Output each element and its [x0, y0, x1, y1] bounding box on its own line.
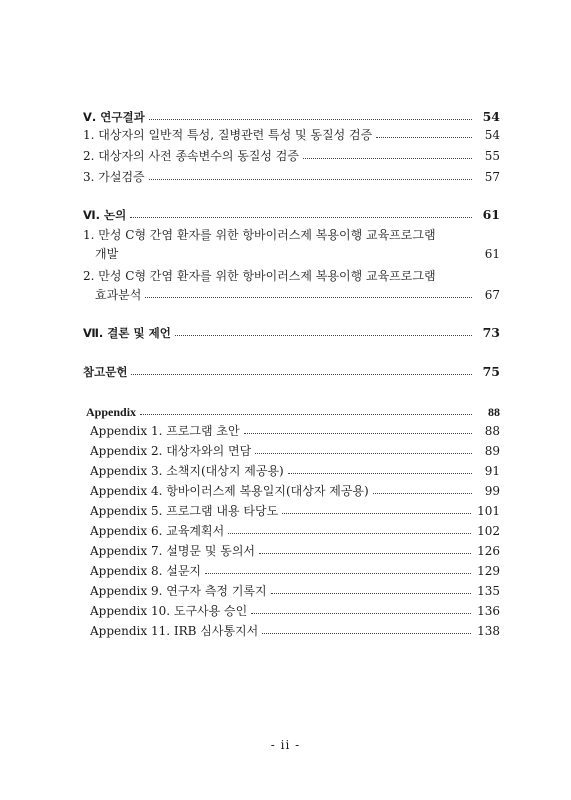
toc-entry-label: 효과분석	[95, 288, 142, 302]
dot-leader	[205, 573, 471, 574]
toc-entry-page: 54	[484, 128, 500, 142]
toc-entry-label: Appendix 4. 항바이러스제 복용일지(대상자 제공용)	[90, 484, 369, 498]
toc-entry-label: Appendix	[86, 405, 137, 419]
toc-entry-page: 102	[477, 524, 500, 538]
toc-entry-page: 129	[477, 564, 500, 578]
toc-entry-page: 75	[482, 364, 500, 379]
toc-entry-results-1[interactable]	[83, 124, 500, 142]
toc-entry-appendix-3[interactable]	[90, 460, 500, 478]
toc-entry-appendix-7[interactable]	[90, 540, 500, 558]
toc-entry-page: 57	[484, 170, 500, 184]
dot-leader	[145, 297, 472, 298]
toc-entry-conclusion[interactable]	[83, 322, 500, 340]
toc-entry-discussion-1[interactable]	[95, 243, 500, 261]
toc-entry-label: Appendix 8. 설문지	[90, 564, 202, 578]
toc-entry-label: 개발	[95, 247, 119, 261]
dot-leader	[373, 493, 472, 494]
toc-entry-page: 89	[484, 444, 500, 458]
toc-entry-appendix-5[interactable]	[90, 500, 500, 518]
toc-entry-discussion-2[interactable]	[95, 284, 500, 302]
toc-entry-label: 1. 대상자의 일반적 특성, 질병관련 특성 및 동질성 검증	[83, 128, 373, 142]
toc-entry-label: Appendix 1. 프로그램 초안	[90, 424, 240, 438]
dot-leader	[228, 533, 471, 534]
toc-entry-appendix-2[interactable]	[90, 440, 500, 458]
toc-entry-appendix-11[interactable]	[90, 620, 500, 638]
toc-entry-appendix-10[interactable]	[90, 600, 500, 618]
toc-entry-page: 91	[484, 464, 500, 478]
dot-leader	[255, 453, 472, 454]
dot-leader	[131, 374, 472, 375]
dot-leader	[140, 414, 472, 415]
toc-entry-page: 138	[477, 624, 500, 638]
toc-entry-label: 참고문헌	[83, 365, 128, 379]
toc-entry-label: Appendix 2. 대상자와의 면담	[90, 444, 252, 458]
toc-entry-label: Appendix 6. 교육계획서	[90, 524, 225, 538]
toc-entry-discussion[interactable]	[83, 204, 500, 222]
toc-entry-page: 99	[484, 484, 500, 498]
toc-entry-page: 61	[484, 247, 500, 261]
dot-leader	[175, 335, 472, 336]
toc-entry-page: 135	[477, 584, 500, 598]
toc-entry-label: Appendix 7. 설명문 및 동의서	[90, 544, 255, 558]
dot-leader	[149, 179, 472, 180]
toc-entry-page: 61	[482, 207, 500, 222]
dot-leader	[259, 553, 471, 554]
dot-leader	[149, 119, 472, 120]
toc-entry-label: 2. 대상자의 사전 종속변수의 동질성 검증	[83, 149, 299, 163]
toc-entry-label: Ⅵ. 논의	[83, 208, 127, 222]
toc-entry-results-3[interactable]	[83, 166, 500, 184]
toc-entry-label: Appendix 11. IRB 심사통지서	[90, 624, 259, 638]
toc-entry-label: Ⅶ. 결론 및 제언	[83, 326, 171, 340]
toc-entry-results-2[interactable]	[83, 145, 500, 163]
dot-leader	[303, 158, 472, 159]
toc-entry-page: 88	[488, 405, 500, 419]
dot-leader	[376, 137, 472, 138]
page-number: - ii -	[270, 738, 301, 752]
toc-entry-label: Appendix 3. 소책지(대상지 제공용)	[90, 464, 284, 478]
toc-entry-page: 55	[484, 149, 500, 163]
toc-entry-page: 88	[484, 424, 500, 438]
toc-entry-label: Ⅴ. 연구결과	[83, 110, 145, 124]
dot-leader	[288, 473, 472, 474]
toc-entry-page: 136	[477, 604, 500, 618]
toc-entry-appendix-4[interactable]	[90, 480, 500, 498]
dot-leader	[262, 633, 471, 634]
toc-entry-page: 67	[484, 288, 500, 302]
toc-entry-appendix-9[interactable]	[90, 580, 500, 598]
toc-entry-page: 126	[477, 544, 500, 558]
toc-entry-references[interactable]	[83, 361, 500, 379]
dot-leader	[271, 593, 472, 594]
toc-entry-label: Appendix 5. 프로그램 내용 타당도	[90, 504, 279, 518]
toc-entry-label: 3. 가설검증	[83, 170, 145, 184]
toc-entry-label: Appendix 10. 도구사용 승인	[90, 604, 248, 618]
toc-entry-page: 101	[477, 504, 500, 518]
dot-leader	[122, 256, 472, 257]
toc-entry-appendix-1[interactable]	[90, 420, 500, 438]
toc-entry-results[interactable]	[83, 106, 500, 124]
toc-entry-appendix-8[interactable]	[90, 560, 500, 578]
dot-leader	[130, 217, 472, 218]
toc-entry-appendix-6[interactable]	[90, 520, 500, 538]
toc-entry-discussion-2-line1[interactable]: 2. 만성 C형 간염 환자를 위한 항바이러스제 복용이행 교육프로그램	[83, 269, 436, 283]
toc-entry-page: 73	[482, 325, 500, 340]
dot-leader	[282, 513, 471, 514]
toc-entry-appendix[interactable]	[86, 401, 500, 419]
dot-leader	[251, 613, 471, 614]
toc-entry-label: Appendix 9. 연구자 측정 기록지	[90, 584, 267, 598]
dot-leader	[244, 433, 472, 434]
toc-entry-page: 54	[482, 109, 500, 124]
toc-entry-discussion-1-line1[interactable]: 1. 만성 C형 간염 환자를 위한 항바이러스제 복용이행 교육프로그램	[83, 228, 436, 242]
